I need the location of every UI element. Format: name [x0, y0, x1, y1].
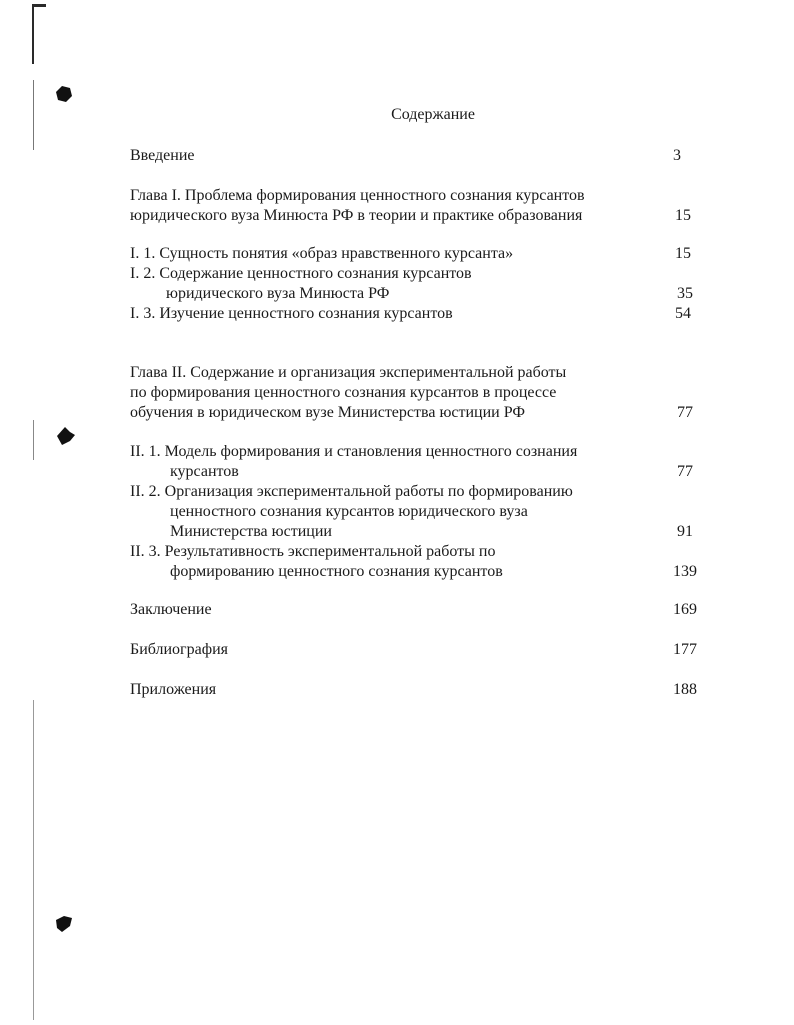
- section-1-2-line-1: I. 2. Содержание ценностного сознания курсантов: [130, 265, 472, 282]
- chapter2-page: 77: [677, 404, 693, 421]
- section-1-3-page: 54: [675, 305, 691, 322]
- chapter2-title-line-2: по формирования ценностного сознания курсантов в процессе: [130, 384, 557, 401]
- section-2-1-line-1: II. 1. Модель формирования и становления ценностного сознания: [130, 443, 578, 460]
- chapter1-page: 15: [675, 207, 691, 224]
- scan-border-top: [32, 4, 46, 7]
- section-2-2-line-3: Министерства юстиции: [170, 523, 332, 540]
- section-1-3-line-1: I. 3. Изучение ценностного сознания курсантов: [130, 305, 453, 322]
- section-1-2-line-2: юридического вуза Минюста РФ: [166, 285, 390, 302]
- scan-border-left-4: [33, 700, 34, 1020]
- section-2-1-page: 77: [677, 463, 693, 480]
- section-2-3-page: 139: [673, 563, 697, 580]
- toc-entry-conclusion: Заключение: [130, 601, 212, 618]
- punch-hole-middle: [56, 426, 76, 446]
- toc-page-intro: 3: [673, 147, 681, 164]
- toc-page-conclusion: 169: [673, 601, 697, 618]
- punch-hole-top: [54, 84, 74, 104]
- toc-entry-bibliography: Библиография: [130, 641, 228, 658]
- section-1-1-page: 15: [675, 245, 691, 262]
- section-2-3-line-2: формированию ценностного сознания курсантов: [170, 563, 503, 580]
- scan-border-left-3: [33, 420, 34, 460]
- chapter1-title-line-1: Глава I. Проблема формирования ценностного сознания курсантов: [130, 187, 585, 204]
- toc-page-appendices: 188: [673, 681, 697, 698]
- toc-title: Содержание: [391, 106, 475, 123]
- section-2-3-line-1: II. 3. Результативность экспериментальной работы по: [130, 543, 496, 560]
- scan-border-left: [32, 4, 34, 64]
- toc-entry-intro: Введение: [130, 147, 195, 164]
- chapter2-title-line-1: Глава II. Содержание и организация экспериментальной работы: [130, 364, 567, 381]
- punch-hole-bottom: [54, 914, 74, 934]
- chapter2-title-line-3: обучения в юридическом вузе Министерства юстиции РФ: [130, 404, 526, 421]
- section-2-2-line-2: ценностного сознания курсантов юридического вуза: [170, 503, 528, 520]
- section-1-1-line-1: I. 1. Сущность понятия «образ нравственного курсанта»: [130, 245, 514, 262]
- section-2-2-line-1: II. 2. Организация экспериментальной работы по формированию: [130, 483, 573, 500]
- toc-entry-appendices: Приложения: [130, 681, 217, 698]
- section-2-2-page: 91: [677, 523, 693, 540]
- chapter1-title-line-2: юридического вуза Минюста РФ в теории и практике образования: [130, 207, 583, 224]
- section-1-2-page: 35: [677, 285, 693, 302]
- toc-page-bibliography: 177: [673, 641, 697, 658]
- section-2-1-line-2: курсантов: [170, 463, 239, 480]
